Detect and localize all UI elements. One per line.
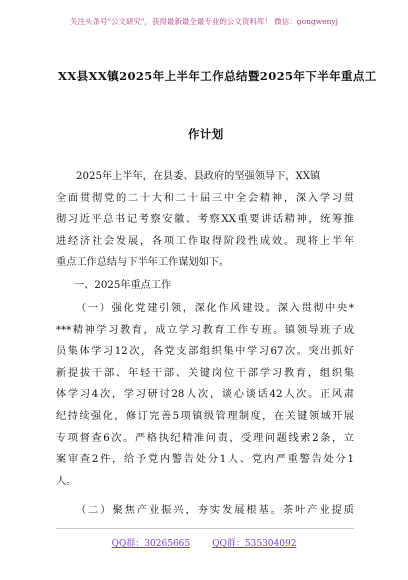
qq-group-2-link[interactable]: QQ群：535304092: [212, 539, 297, 549]
text-line: 重点工作总结与下半年工作谋划如下。: [56, 257, 230, 269]
text-line: 案审查2件，给予党内警告处分1人、党内严重警告处分1: [56, 454, 354, 466]
text-line: 进经济社会发展，各项工作取得阶段性成效。现将上半年: [56, 235, 354, 247]
document-title-line-1: XX县XX镇2025年上半年工作总结暨2025年下半年重点工: [58, 69, 377, 83]
text-line: 彻习近平总书记考察安徽、考察XX重要讲话精神，统筹推: [56, 214, 354, 226]
text-line: （一）强化党建引领，深化作风建设。深入贯彻中央*: [76, 303, 354, 314]
text-line: 专项督查6次。严格执纪精准问责，受理问题线索2条，立: [56, 432, 354, 444]
text-line: （二）聚焦产业振兴，夯实发展根基。茶叶产业提质: [76, 505, 354, 516]
text-line: 新提拔干部、年轻干部、关键岗位干部学习教育，组织集: [56, 367, 354, 379]
section-2-paragraph: [56, 500, 354, 522]
intro-paragraph: [56, 166, 354, 274]
text-line: 体学习4次，学习研讨28人次，谈心谈话42人次。正风肃: [56, 389, 354, 401]
section-heading: 一、2025年重点工作: [74, 280, 172, 291]
text-line: ***精神学习教育，成立学习教育工作专班。镇领导班子成: [56, 324, 354, 336]
header-banner: 关注头条号"公文研究"，获得最新最全最专业的公文资料库！ 微信：gongwenyj: [70, 17, 338, 26]
text-line: 纪持续强化，修订完善5项镇级管理制度，在关键领域开展: [56, 410, 354, 422]
text-line: 全面贯彻党的二十大和二十届三中全会精神，深入学习贯: [56, 192, 354, 204]
section-1-paragraph: [56, 298, 354, 492]
text-line: 员集体学习12次，各党支部组织集中学习67次。突出抓好: [56, 346, 354, 358]
document-title-line-2: 作计划: [188, 127, 224, 141]
text-line: 人。: [56, 475, 77, 487]
text-line: 2025年上半年，在县委、县政府的坚强领导下，XX镇: [76, 171, 321, 182]
footer: [0, 536, 408, 549]
qq-group-1-link[interactable]: QQ群：30265665: [111, 539, 191, 549]
footer-divider: [56, 528, 354, 529]
